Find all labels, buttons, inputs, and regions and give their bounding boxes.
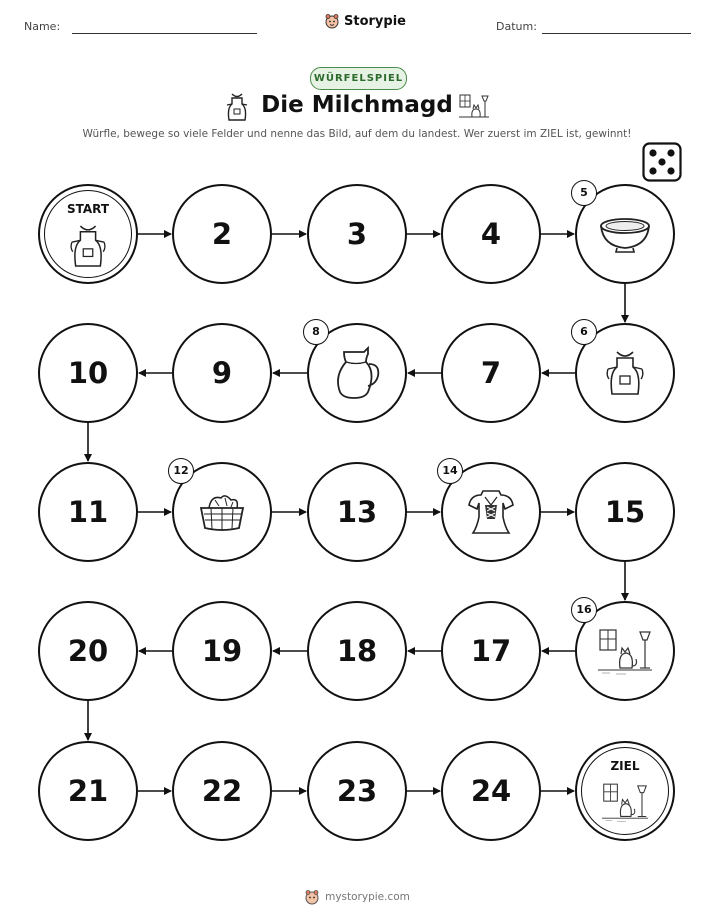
milk-jug-icon bbox=[332, 346, 382, 400]
cell-number-tag: 6 bbox=[571, 319, 597, 345]
cell-number: 2 bbox=[211, 217, 233, 251]
cat-room-icon bbox=[596, 626, 654, 676]
board-cell-17 bbox=[441, 601, 541, 701]
board-cell-24 bbox=[441, 741, 541, 841]
board-cell-21 bbox=[38, 741, 138, 841]
cell-number: 10 bbox=[67, 356, 109, 390]
name-label: Name: bbox=[24, 20, 61, 33]
storypie-logo-icon bbox=[304, 889, 320, 905]
board-cell-20 bbox=[38, 601, 138, 701]
start-cell bbox=[38, 184, 138, 284]
footer-url: mystorypie.com bbox=[325, 891, 410, 903]
finish-label: ZIEL bbox=[610, 759, 640, 773]
board-cell-4 bbox=[441, 184, 541, 284]
board-cell-18 bbox=[307, 601, 407, 701]
cell-number: 23 bbox=[336, 774, 378, 808]
cat-room-icon bbox=[584, 781, 666, 824]
apron-icon bbox=[42, 223, 133, 269]
board-cell-11 bbox=[38, 462, 138, 562]
board-cell-13 bbox=[307, 462, 407, 562]
cell-number: 24 bbox=[470, 774, 512, 808]
cell-number: 7 bbox=[480, 356, 502, 390]
board-cell-14 bbox=[441, 462, 541, 562]
board-cell-6 bbox=[575, 323, 675, 423]
cell-number-tag: 12 bbox=[168, 458, 194, 484]
apron-icon bbox=[603, 349, 647, 397]
cell-number: 21 bbox=[67, 774, 109, 808]
bread-basket-icon bbox=[195, 490, 249, 534]
board-cell-5 bbox=[575, 184, 675, 284]
board-cell-23 bbox=[307, 741, 407, 841]
cell-number-tag: 14 bbox=[437, 458, 463, 484]
instruction-text: Würfle, bewege so viele Felder und nenne das Bild, auf dem du landest. Wer zuerst im ZIEL ist, gewinnt! bbox=[82, 128, 632, 140]
cell-number: 4 bbox=[480, 217, 502, 251]
cell-number: 18 bbox=[336, 634, 378, 668]
cell-number: 9 bbox=[211, 356, 233, 390]
board-cell-19 bbox=[172, 601, 272, 701]
brand-name: Storypie bbox=[344, 13, 406, 29]
cell-number-tag: 16 bbox=[571, 597, 597, 623]
footer bbox=[0, 889, 714, 905]
start-label: START bbox=[66, 202, 110, 216]
cell-number: 13 bbox=[336, 495, 378, 529]
cell-number: 19 bbox=[201, 634, 243, 668]
cell-number: 3 bbox=[346, 217, 368, 251]
cell-number: 20 bbox=[67, 634, 109, 668]
cell-number: 11 bbox=[67, 495, 109, 529]
bowl-icon bbox=[598, 214, 652, 254]
cell-number: 15 bbox=[604, 495, 646, 529]
dirndl-bodice-icon bbox=[465, 487, 517, 537]
game-type-badge: WÜRFELSPIEL bbox=[310, 67, 407, 90]
finish-cell bbox=[575, 741, 675, 841]
board-cell-15 bbox=[575, 462, 675, 562]
cell-number-tag: 5 bbox=[571, 180, 597, 206]
board-cell-16 bbox=[575, 601, 675, 701]
cell-number-tag: 8 bbox=[303, 319, 329, 345]
page-title: Die Milchmagd bbox=[261, 92, 453, 118]
board-cell-8 bbox=[307, 323, 407, 423]
board-cell-22 bbox=[172, 741, 272, 841]
board-cell-2 bbox=[172, 184, 272, 284]
board-cell-10 bbox=[38, 323, 138, 423]
board-cell-12 bbox=[172, 462, 272, 562]
cell-number: 17 bbox=[470, 634, 512, 668]
board-cell-9 bbox=[172, 323, 272, 423]
date-label: Datum: bbox=[496, 20, 537, 33]
board-cell-7 bbox=[441, 323, 541, 423]
cell-number: 22 bbox=[201, 774, 243, 808]
board-cell-3 bbox=[307, 184, 407, 284]
